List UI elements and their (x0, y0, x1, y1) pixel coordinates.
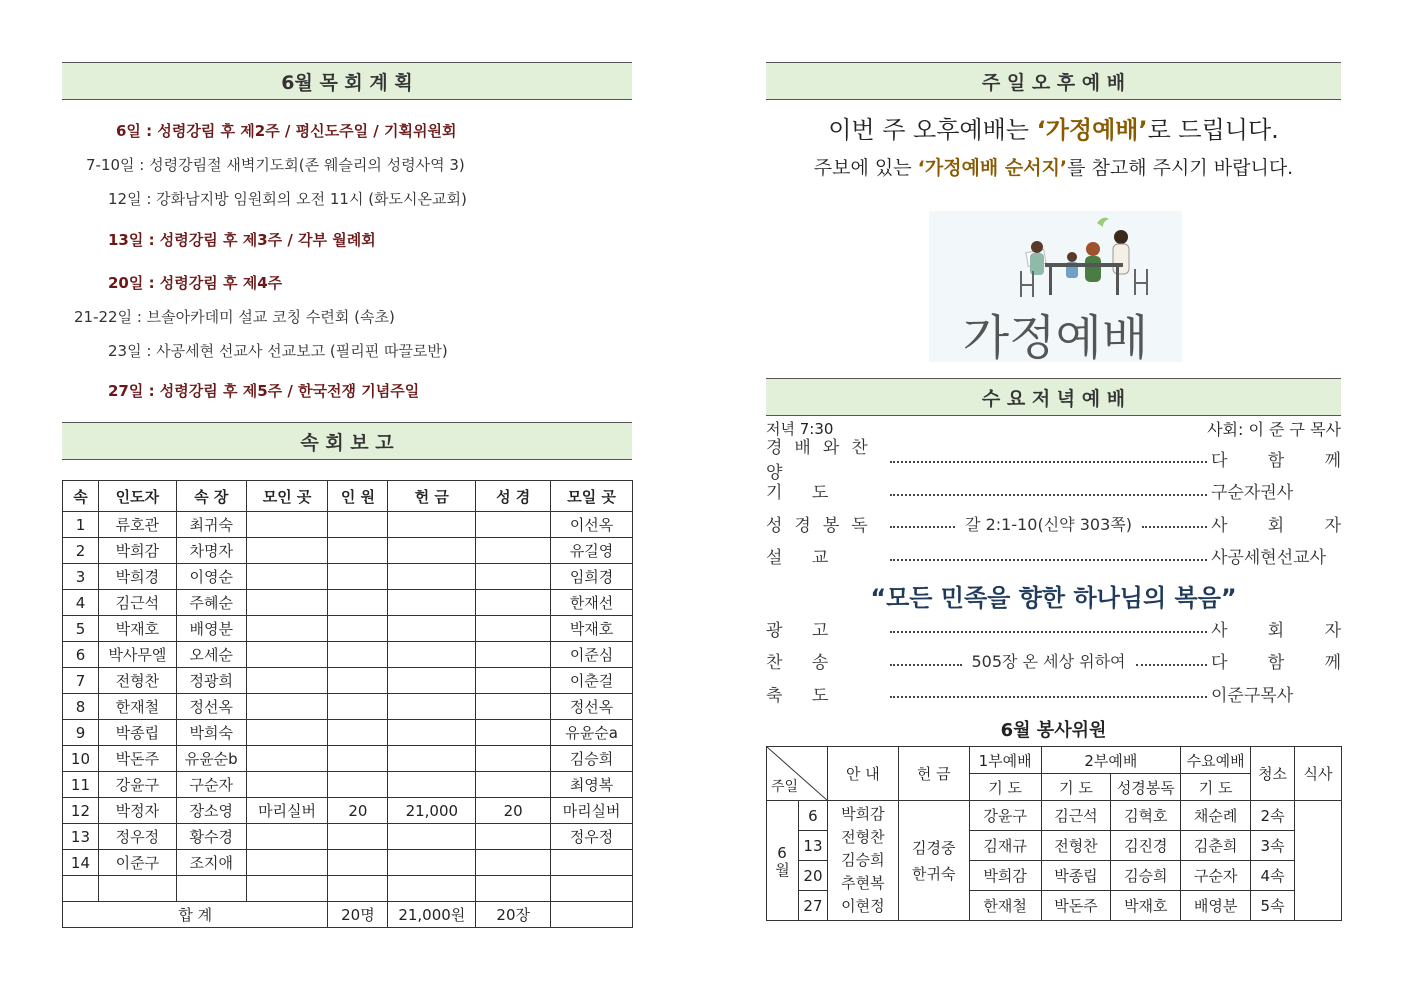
table-cell: 이영순 (176, 564, 246, 590)
dot-leader (890, 494, 1207, 496)
col-header: 헌 금 (388, 481, 476, 512)
table-cell: 김근석 (98, 590, 176, 616)
schedule-list (62, 110, 632, 410)
service-cell: 김혁호 (1111, 801, 1181, 831)
table-cell: 임희경 (551, 564, 633, 590)
meal-header: 식사 (1295, 747, 1342, 801)
col-header: 인 원 (328, 481, 388, 512)
order-detail: 505장 온 세상 위하여 (971, 652, 1126, 671)
table-cell (328, 590, 388, 616)
notice1-pre: 이번 주 오후예배는 (828, 116, 1037, 144)
table-cell (328, 772, 388, 798)
table-row (63, 512, 633, 538)
dot-leader (1136, 664, 1208, 666)
table-cell (328, 876, 388, 902)
service-cell: 5속 (1251, 891, 1295, 921)
service-time: 저녁 7:30 (766, 420, 834, 438)
order-label: 기 도 (766, 483, 841, 503)
table-cell: 한재선 (551, 590, 633, 616)
table-cell (246, 668, 328, 694)
table-cell (328, 512, 388, 538)
table-cell (476, 850, 551, 876)
table-cell: 전형찬 (98, 668, 176, 694)
notice1-em: ‘가정예배’ (1036, 116, 1148, 144)
schedule-item: 27일 : 성령강림 후 제5주 / 한국전쟁 기념주일 (108, 382, 420, 400)
order-line (766, 510, 1341, 536)
col-header: 속 장 (176, 481, 246, 512)
table-cell (476, 694, 551, 720)
report-header-row (63, 481, 633, 512)
table-cell: 박정자 (98, 798, 176, 824)
table-cell (246, 850, 328, 876)
schedule-item: 20일 : 성령강림 후 제4주 (108, 274, 283, 292)
table-cell (476, 590, 551, 616)
table-cell: 12 (63, 798, 99, 824)
table-cell: 김승희 (551, 746, 633, 772)
order-line (766, 680, 1341, 706)
sunday-cell: 6 (798, 801, 827, 831)
service-cell: 배영분 (1181, 891, 1251, 921)
table-cell (388, 616, 476, 642)
table-cell: 박재호 (98, 616, 176, 642)
table-cell (476, 564, 551, 590)
table-cell (328, 824, 388, 850)
table-cell: 강윤구 (98, 772, 176, 798)
table-cell (328, 616, 388, 642)
table-cell (246, 616, 328, 642)
table-cell: 유윤순a (551, 720, 633, 746)
guide-name: 박희감 (841, 805, 885, 823)
table-cell: 20 (476, 798, 551, 824)
col-header: 인도자 (98, 481, 176, 512)
table-row (63, 642, 633, 668)
table-cell (246, 876, 328, 902)
report-total-row (63, 902, 633, 928)
table-cell: 3 (63, 564, 99, 590)
service-table (766, 746, 1342, 921)
table-cell (476, 512, 551, 538)
table-cell: 박희숙 (176, 720, 246, 746)
service-cell: 구순자 (1181, 861, 1251, 891)
table-cell (551, 876, 633, 902)
table-cell: 이준심 (551, 642, 633, 668)
order-person: 사 회 자 (1211, 620, 1341, 641)
schedule-item: 13일 : 성령강림 후 제3주 / 각부 월례회 (108, 231, 376, 249)
table-cell (63, 876, 99, 902)
table-cell: 박사무엘 (98, 642, 176, 668)
dot-leader (890, 461, 1207, 463)
schedule-item: 12일 : 강화남지방 임원회의 오전 11시 (화도시온교회) (108, 190, 467, 208)
order-person: 구순자권사 (1211, 483, 1294, 503)
col-header: 모일 곳 (551, 481, 633, 512)
table-row (63, 694, 633, 720)
offering-name: 김경중 (911, 838, 956, 857)
order-label: 축 도 (766, 685, 841, 706)
service-cell: 전형찬 (1041, 831, 1111, 861)
guide-name: 김승희 (841, 851, 885, 869)
table-cell: 황수경 (176, 824, 246, 850)
prayer2-header: 기 도 (1041, 774, 1111, 801)
col-header: 성 경 (476, 481, 551, 512)
notice1-post: 로 드립니다. (1147, 116, 1279, 144)
table-cell (388, 720, 476, 746)
table-cell: 8 (63, 694, 99, 720)
table-cell (388, 590, 476, 616)
report-title: 속 회 보 고 (300, 431, 394, 454)
table-row (63, 720, 633, 746)
order-detail: 갈 2:1-10(신약 303쪽) (965, 514, 1132, 534)
table-row (63, 564, 633, 590)
table-cell (328, 694, 388, 720)
service-cell: 3속 (1251, 831, 1295, 861)
total-empty (551, 902, 633, 928)
table-cell: 4 (63, 590, 99, 616)
table-cell (176, 876, 246, 902)
service-cell: 김춘희 (1181, 831, 1251, 861)
table-cell (246, 772, 328, 798)
notice2-em: ‘가정예배 순서지’ (917, 157, 1068, 179)
table-cell (476, 668, 551, 694)
order-line (766, 438, 1341, 483)
sunday-cell: 27 (798, 891, 827, 921)
table-cell (388, 824, 476, 850)
table-cell (328, 746, 388, 772)
order-label: 경배와찬양 (766, 438, 880, 483)
service-cell: 4속 (1251, 861, 1295, 891)
table-cell: 21,000 (388, 798, 476, 824)
table-cell (246, 746, 328, 772)
service-cell: 박희감 (969, 861, 1041, 891)
table-cell (328, 720, 388, 746)
table-cell (328, 668, 388, 694)
order-label: 성경봉독 (766, 515, 880, 536)
family-worship-caption: 가정예배 (962, 310, 1149, 362)
dot-leader (890, 631, 1207, 633)
table-cell (328, 850, 388, 876)
table-cell: 정선옥 (551, 694, 633, 720)
table-cell (246, 824, 328, 850)
offering-team-cell (898, 801, 969, 921)
afternoon-title: 주 일 오 후 예 배 (981, 71, 1126, 94)
month-cell: 6월 (767, 801, 799, 921)
table-cell: 마리실버 (246, 798, 328, 824)
sunday-cell: 13 (798, 831, 827, 861)
schedule-item: 6일 : 성령강림 후 제2주 / 평신도주일 / 기획위원회 (116, 122, 457, 140)
guide-name: 추현복 (841, 874, 885, 892)
table-cell: 9 (63, 720, 99, 746)
s2-header: 2부예배 (1041, 747, 1181, 774)
order-person: 이준구목사 (1211, 685, 1294, 706)
table-cell (246, 642, 328, 668)
table-row (63, 772, 633, 798)
table-cell (246, 564, 328, 590)
total-offering: 21,000원 (388, 902, 476, 928)
service-cell: 박재호 (1111, 891, 1181, 921)
table-cell: 차명자 (176, 538, 246, 564)
order-line (766, 648, 1341, 674)
table-cell: 주혜순 (176, 590, 246, 616)
table-row (63, 876, 633, 902)
table-cell: 박종립 (98, 720, 176, 746)
report-table (62, 480, 633, 928)
table-cell (388, 850, 476, 876)
table-cell: 7 (63, 668, 99, 694)
dot-leader (890, 526, 955, 528)
table-row (63, 616, 633, 642)
corner-cell (767, 747, 828, 801)
table-cell: 박돈주 (98, 746, 176, 772)
order-line (766, 478, 1341, 504)
notice2-post: 를 참고해 주시기 바랍니다. (1067, 157, 1294, 179)
order-label: 광 고 (766, 620, 841, 641)
table-cell (246, 694, 328, 720)
table-cell: 정우정 (98, 824, 176, 850)
notice2-pre: 주보에 있는 (813, 157, 918, 179)
order-line (766, 543, 1341, 569)
table-cell: 11 (63, 772, 99, 798)
table-cell: 이선옥 (551, 512, 633, 538)
table-cell: 10 (63, 746, 99, 772)
table-cell (388, 772, 476, 798)
service-cell: 2속 (1251, 801, 1295, 831)
plan-title: 6월 목 회 계 획 (281, 71, 413, 94)
table-row (63, 798, 633, 824)
dot-leader (1142, 526, 1207, 528)
table-cell (246, 590, 328, 616)
table-cell: 유윤순b (176, 746, 246, 772)
table-cell: 박재호 (551, 616, 633, 642)
service-cell: 김진경 (1111, 831, 1181, 861)
table-cell (388, 746, 476, 772)
table-cell: 정우정 (551, 824, 633, 850)
table-cell: 구순자 (176, 772, 246, 798)
corner-label: 주일 (771, 779, 799, 795)
table-cell (246, 720, 328, 746)
meal-cell (1295, 801, 1342, 921)
table-cell (328, 642, 388, 668)
table-row (63, 668, 633, 694)
table-cell: 박희경 (98, 564, 176, 590)
afternoon-title-band (766, 62, 1341, 100)
report-body (63, 512, 633, 902)
table-cell (476, 772, 551, 798)
service-leader: 사회: 이 준 구 목사 (1207, 420, 1341, 439)
table-cell: 장소영 (176, 798, 246, 824)
wednesday-title: 수 요 저 녁 예 배 (981, 387, 1126, 410)
table-cell (388, 538, 476, 564)
prayer3-header: 기 도 (1181, 774, 1251, 801)
order-label: 설 교 (766, 548, 841, 568)
table-cell: 유길영 (551, 538, 633, 564)
cleaning-header: 청소 (1251, 747, 1295, 801)
report-title-band (62, 422, 632, 460)
plan-title-band (62, 62, 632, 100)
s1-header: 1부예배 (969, 747, 1041, 774)
service-cell: 강윤구 (969, 801, 1041, 831)
order-person: 사공세현선교사 (1211, 548, 1326, 568)
service-cell: 박종립 (1041, 861, 1111, 891)
schedule-item: 7-10일 : 성령강림절 새벽기도회(존 웨슬리의 성령사역 3) (86, 156, 465, 174)
col-header: 모인 곳 (246, 481, 328, 512)
offering-header: 헌 금 (898, 747, 969, 801)
service-cell: 채순례 (1181, 801, 1251, 831)
table-row (63, 850, 633, 876)
table-cell (388, 642, 476, 668)
order-label: 찬 송 (766, 653, 841, 673)
table-cell (476, 642, 551, 668)
table-cell: 오세순 (176, 642, 246, 668)
table-cell: 마리실버 (551, 798, 633, 824)
table-cell: 이준구 (98, 850, 176, 876)
guides-cell (827, 801, 898, 921)
table-cell: 1 (63, 512, 99, 538)
table-cell (328, 538, 388, 564)
table-cell (246, 512, 328, 538)
table-cell (476, 720, 551, 746)
table-cell: 한재철 (98, 694, 176, 720)
table-cell: 6 (63, 642, 99, 668)
order-person: 다 함 께 (1211, 653, 1341, 673)
table-cell: 정선옥 (176, 694, 246, 720)
service-cell: 김근석 (1041, 801, 1111, 831)
dot-leader (890, 559, 1207, 561)
table-cell (476, 616, 551, 642)
table-cell: 20 (328, 798, 388, 824)
table-row (63, 590, 633, 616)
table-row (63, 538, 633, 564)
table-cell: 최영복 (551, 772, 633, 798)
dot-leader (890, 664, 962, 666)
table-cell (476, 876, 551, 902)
table-cell: 13 (63, 824, 99, 850)
table-cell (98, 876, 176, 902)
family-worship-image (929, 211, 1182, 362)
service-cell: 한재철 (969, 891, 1041, 921)
order-person: 다 함 께 (1211, 450, 1341, 471)
table-cell: 2 (63, 538, 99, 564)
schedule-item: 21-22일 : 브솔아카데미 설교 코칭 수련회 (속초) (74, 308, 395, 326)
table-cell (246, 538, 328, 564)
table-cell: 14 (63, 850, 99, 876)
wed-header: 수요예배 (1181, 747, 1251, 774)
table-cell: 정광희 (176, 668, 246, 694)
service-cell: 김승희 (1111, 861, 1181, 891)
table-cell (476, 538, 551, 564)
table-cell: 배영분 (176, 616, 246, 642)
service-committee-title: 6월 봉사위원 (1000, 720, 1107, 741)
schedule-item: 23일 : 사공세현 선교사 선교보고 (필리핀 따끌로반) (108, 342, 448, 360)
table-cell: 류호관 (98, 512, 176, 538)
order-line (766, 615, 1341, 641)
table-cell (551, 850, 633, 876)
dot-leader (890, 696, 1207, 698)
table-cell (388, 668, 476, 694)
table-cell: 이춘걸 (551, 668, 633, 694)
afternoon-notice-2 (766, 153, 1341, 180)
afternoon-notice-1 (766, 110, 1341, 145)
total-label: 합 계 (63, 902, 328, 928)
total-people: 20명 (328, 902, 388, 928)
table-row (63, 746, 633, 772)
table-cell (328, 564, 388, 590)
table-row (63, 824, 633, 850)
order-person: 사 회 자 (1211, 515, 1341, 536)
table-cell: 조지애 (176, 850, 246, 876)
wednesday-title-band (766, 378, 1341, 416)
table-cell (388, 694, 476, 720)
table-cell: 박희감 (98, 538, 176, 564)
offering-name: 한귀숙 (911, 864, 956, 883)
service-cell: 김재규 (969, 831, 1041, 861)
guide-name: 전형찬 (841, 828, 885, 846)
table-cell (388, 512, 476, 538)
table-cell (476, 824, 551, 850)
service-cell: 박돈주 (1041, 891, 1111, 921)
table-cell (388, 876, 476, 902)
total-bible: 20장 (476, 902, 551, 928)
prayer1-header: 기 도 (969, 774, 1041, 801)
reading-header: 성경봉독 (1111, 774, 1181, 801)
guide-header: 안 내 (827, 747, 898, 801)
sunday-cell: 20 (798, 861, 827, 891)
table-cell (476, 746, 551, 772)
col-header: 속 (63, 481, 99, 512)
guide-name: 이현정 (841, 897, 885, 915)
table-cell (388, 564, 476, 590)
table-cell: 5 (63, 616, 99, 642)
table-cell: 최귀숙 (176, 512, 246, 538)
sermon-title: “모든 민족을 향한 하나님의 복음” (870, 584, 1237, 612)
